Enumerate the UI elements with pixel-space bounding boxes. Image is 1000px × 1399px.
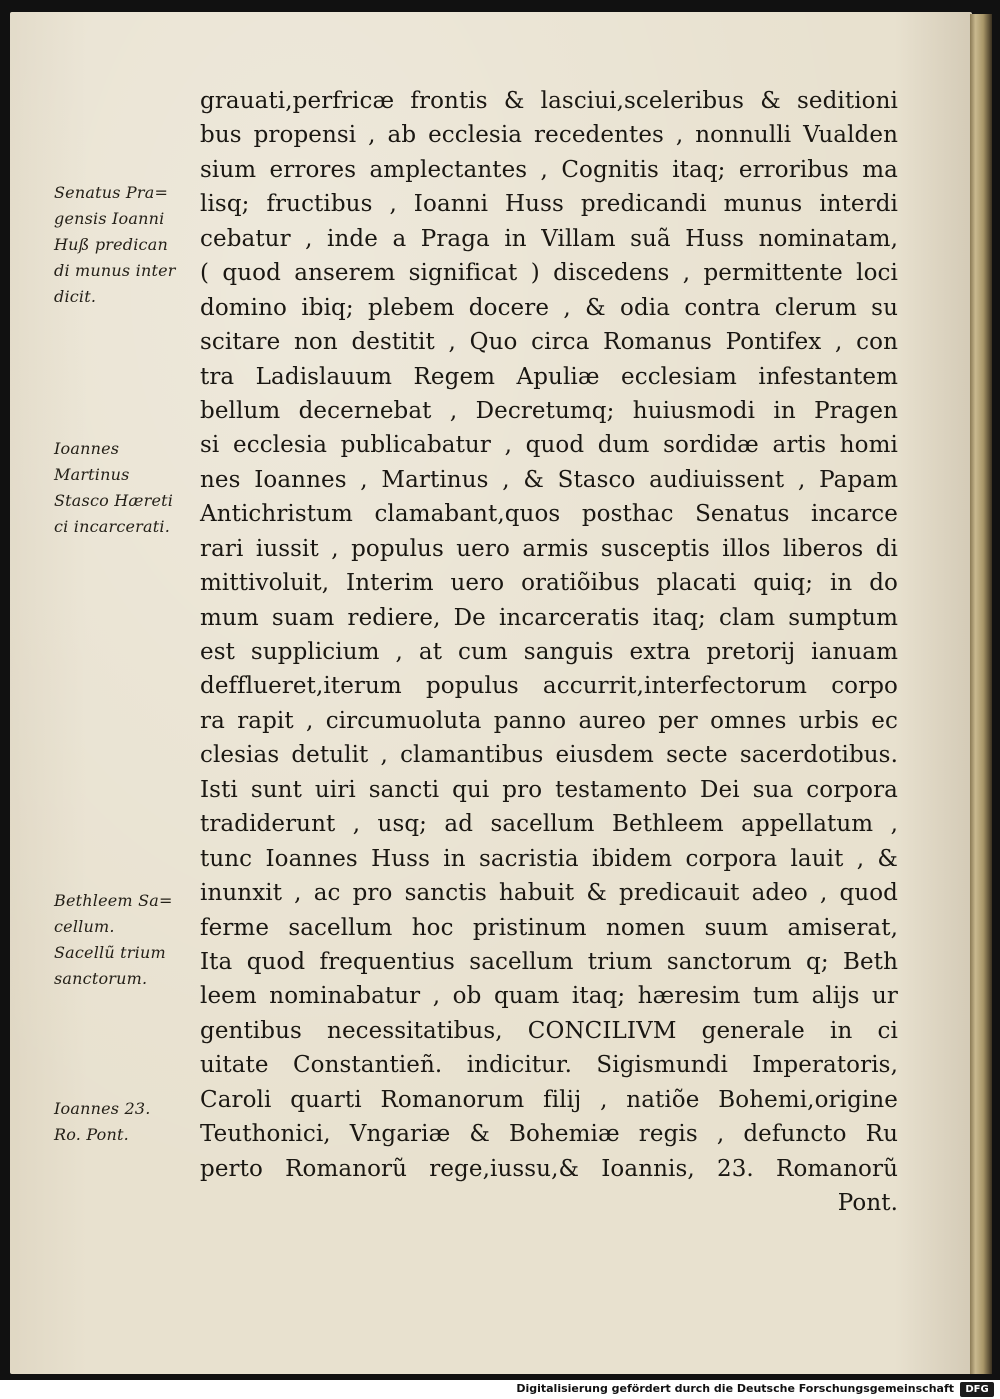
margin-note-line: Martinus	[54, 465, 130, 484]
text-line: Ita quod frequentius sacellum trium sanctorum q; Beth	[200, 948, 898, 975]
text-line: mittivoluit, Interim uero oratiõibus placati quiq; in do	[200, 570, 898, 597]
text-line: Teuthonici, Vngariæ & Bohemiæ regis , defuncto Ru	[200, 1121, 898, 1148]
text-line: scitare non destitit , Quo circa Romanus Pontifex , con	[200, 329, 898, 356]
text-line: ra rapit , circumuoluta panno aureo per omnes urbis ec	[200, 707, 898, 734]
text-line: grauati,perfricæ frontis & lasciui,sceleribus & seditioni	[200, 88, 898, 114]
main-text-block	[200, 84, 898, 1220]
text-line: defflueret,iterum populus accurrit,interfectorum corpo	[200, 673, 898, 700]
text-line: gentibus necessitatibus, CONCILIVM generale in ci	[200, 1017, 898, 1044]
margin-note-line: gensis Ioanni	[54, 209, 165, 228]
text-line: est supplicium , at cum sanguis extra pretorij ianuam	[200, 639, 898, 665]
margin-note-line: Huß predican	[54, 235, 168, 254]
text-line: rari iussit , populus uero armis susceptis illos liberos di	[200, 535, 898, 562]
text-line: tunc Ioannes Huss in sacristia ibidem corpora lauit , &	[200, 845, 898, 872]
book-page	[10, 12, 972, 1374]
text-line: bus propensi , ab ecclesia recedentes , nonnulli Vualden	[200, 122, 898, 149]
margin-note-line: Sacellũ trium	[54, 943, 166, 962]
margin-note-heretici	[54, 436, 200, 540]
margin-note-line: Senatus Pra=	[54, 183, 169, 202]
text-line: inunxit , ac pro sanctis habuit & predicauit adeo , quod	[200, 880, 898, 907]
margin-note-line: ci incarcerati.	[54, 517, 170, 536]
margin-note-line: sanctorum.	[54, 969, 148, 988]
footer-credit: Digitalisierung gefördert durch die Deutsche Forschungsgemeinschaft	[516, 1382, 954, 1395]
catchword: Pont.	[837, 1190, 898, 1216]
margin-note-line: dicit.	[54, 287, 97, 306]
text-line: ferme sacellum hoc pristinum nomen suum amiserat,	[200, 914, 898, 941]
text-line: Caroli quarti Romanorum filij , natiõe Bohemi,origine	[200, 1086, 898, 1113]
text-line: uitate Constantieñ. indicitur. Sigismundi Imperatoris,	[200, 1052, 898, 1079]
text-line: domino ibiq; plebem docere , & odia contra clerum su	[200, 294, 898, 321]
text-line: ( quod anserem significat ) discedens , permittente loci	[200, 260, 898, 287]
text-line: cebatur , inde a Praga in Villam suã Huss nominatam,	[200, 225, 898, 252]
text-line: nes Ioannes , Martinus , & Stasco audiuissent , Papam	[200, 466, 898, 493]
margin-note-line: Ioannes 23.	[54, 1099, 151, 1118]
text-line: Antichristum clamabant,quos posthac Senatus incarce	[200, 501, 898, 528]
margin-note-pontifex	[54, 1096, 200, 1148]
margin-note-line: di munus inter	[54, 261, 176, 280]
dfg-logo-icon	[960, 1382, 994, 1397]
text-line: lisq; fructibus , Ioanni Huss predicandi munus interdi	[200, 191, 898, 218]
page-edge	[970, 14, 992, 1374]
text-line: perto Romanorũ rege,iussu,& Ioannis, 23. Romanorũ	[200, 1155, 898, 1182]
text-line: sium errores amplectantes , Cognitis itaq; erroribus ma	[200, 156, 898, 183]
text-line: clesias detulit , clamantibus eiusdem secte sacerdotibus.	[200, 742, 898, 769]
digitization-footer	[0, 1380, 1000, 1399]
margin-note-line: Bethleem Sa=	[54, 891, 173, 910]
text-line: mum suam rediere, De incarceratis itaq; clam sumptum	[200, 604, 898, 631]
margin-note-line: Ro. Pont.	[54, 1125, 129, 1144]
margin-note-line: Stasco Hæreti	[54, 491, 174, 510]
text-line: bellum decernebat , Decretumq; huiusmodi in Pragen	[200, 397, 898, 424]
text-line: leem nominabatur , ob quam itaq; hæresim tum alijs ur	[200, 983, 898, 1010]
text-line: tra Ladislauum Regem Apuliæ ecclesiam infestantem	[200, 363, 898, 390]
text-line: Isti sunt uiri sancti qui pro testamento Dei sua corpora	[200, 776, 898, 803]
margin-note-line: cellum.	[54, 917, 115, 936]
dfg-logo-text: DFG	[965, 1384, 989, 1395]
text-line: tradiderunt , usq; ad sacellum Bethleem appellatum ,	[200, 811, 898, 838]
margin-note-bethleem	[54, 888, 200, 992]
margin-note-line: Ioannes	[54, 439, 120, 458]
text-line: si ecclesia publicabatur , quod dum sordidæ artis homi	[200, 432, 898, 459]
margin-note-senatus	[54, 180, 200, 310]
